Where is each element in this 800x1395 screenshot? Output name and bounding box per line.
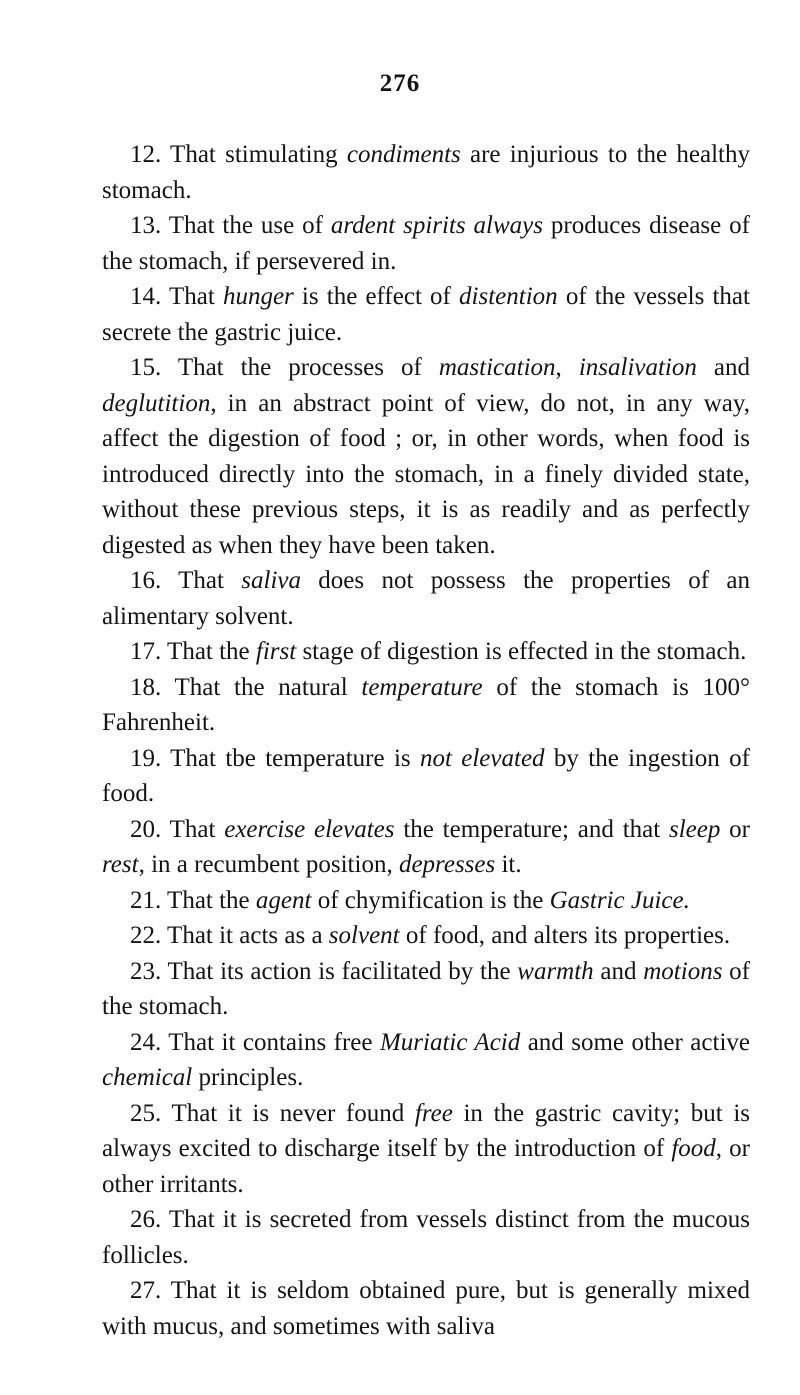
paragraph-12 xyxy=(102,137,750,208)
text-run: 22. That it acts as a xyxy=(130,922,329,949)
italic-text: solvent xyxy=(328,922,400,949)
text-run: 17. That the xyxy=(130,638,256,665)
text-run: , xyxy=(555,354,579,381)
text-run: it. xyxy=(495,851,522,878)
italic-text: food xyxy=(671,1135,716,1162)
text-run: 23. That its action is facilitated by the xyxy=(130,957,518,985)
text-run: 18. That the natural xyxy=(130,673,362,701)
text-run: produces disease of the stomach, if persevered in. xyxy=(102,212,750,275)
text-run: of chymification is the xyxy=(311,886,550,914)
italic-text: sleep xyxy=(669,815,721,843)
italic-text: depresses xyxy=(398,851,496,878)
paragraph-13 xyxy=(102,208,750,279)
text-run: 13. That the use of xyxy=(130,212,331,239)
text-run: or xyxy=(720,815,751,843)
text-run: and xyxy=(696,354,751,381)
text-run: 26. That it is secreted from vessels distinct from the mucous follicles. xyxy=(102,1206,750,1269)
text-run: does not possess the properties of an alimentary solvent. xyxy=(102,567,750,630)
text-run: 12. That stimulating xyxy=(130,141,347,168)
italic-text: motions xyxy=(643,957,723,985)
italic-text: saliva xyxy=(241,567,301,594)
italic-text: condiments xyxy=(346,141,461,168)
text-run: stage of digestion is effected in the stomach. xyxy=(296,638,747,665)
paragraph-17 xyxy=(102,634,750,670)
italic-text: mastication xyxy=(438,354,556,381)
page-number: 276 xyxy=(379,70,421,97)
italic-text: chemical xyxy=(102,1064,193,1091)
italic-text: deglutition xyxy=(102,389,211,417)
text-run: 19. That tbe temperature is xyxy=(130,744,420,772)
text-run: , or other irritants. xyxy=(102,1135,750,1198)
body-text xyxy=(102,137,750,1344)
text-run: and xyxy=(593,957,644,985)
text-run: 16. That xyxy=(130,567,242,594)
italic-text: free xyxy=(414,1099,453,1127)
paragraph-25 xyxy=(102,1096,750,1203)
text-run: of the vessels that secrete the gastric juice. xyxy=(102,283,750,346)
text-run: the temperature; and that xyxy=(394,815,669,843)
text-run: and some other active xyxy=(520,1028,750,1056)
italic-text: Muriatic Acid xyxy=(379,1028,521,1056)
italic-text: agent xyxy=(255,886,312,914)
italic-text: hunger xyxy=(222,283,294,310)
italic-text: insalivation xyxy=(578,354,697,381)
italic-text: warmth xyxy=(517,957,594,985)
text-run: , in an abstract point of view, do not, in any way, affect the digestion of food ; or, in other words, when food is introduced directly into the stomach, in a finely divided state, without these previous steps, it is as readily and as perfectly digested as when they have been taken. xyxy=(102,389,750,559)
italic-text: Gastric Juice. xyxy=(549,886,690,914)
text-run: 27. That it is seldom obtained pure, but is generally mixed with mucus, and sometimes with saliva xyxy=(102,1277,750,1340)
paragraph-27 xyxy=(102,1273,750,1344)
paragraph-14 xyxy=(102,279,750,350)
text-run: in the gastric cavity; but is always excited to discharge itself by the introduction of xyxy=(102,1099,750,1162)
paragraph-15 xyxy=(102,350,750,563)
paragraph-19 xyxy=(102,741,750,812)
text-run: by the ingestion of food. xyxy=(102,744,750,807)
italic-text: ardent spirits always xyxy=(330,212,543,239)
text-run: 21. That the xyxy=(130,886,256,914)
text-run: 25. That it is never found xyxy=(130,1099,415,1127)
text-run: , in a recumbent position, xyxy=(138,851,399,878)
text-run: 15. That the processes of xyxy=(130,354,439,381)
italic-text: temperature xyxy=(361,673,483,701)
text-run: 14. That xyxy=(130,283,223,310)
text-run: of food, and alters its properties. xyxy=(399,922,731,949)
italic-text: rest xyxy=(102,851,139,878)
paragraph-20 xyxy=(102,812,750,883)
paragraph-18 xyxy=(102,670,750,741)
text-run: 20. That xyxy=(130,815,225,843)
paragraph-22 xyxy=(102,918,750,954)
paragraph-21 xyxy=(102,883,750,919)
italic-text: first xyxy=(255,638,297,665)
text-run: principles. xyxy=(192,1064,304,1091)
paragraph-16 xyxy=(102,563,750,634)
text-run: are injurious to the healthy stomach. xyxy=(102,141,750,204)
text-run: is the effect of xyxy=(293,283,460,310)
paragraph-23 xyxy=(102,954,750,1025)
italic-text: exercise elevates xyxy=(224,815,395,843)
paragraph-24 xyxy=(102,1025,750,1096)
paragraph-26 xyxy=(102,1202,750,1273)
text-run: of the stomach. xyxy=(102,957,750,1020)
text-run: 24. That it contains free xyxy=(130,1028,380,1056)
text-run: of the stomach is 100° Fahrenheit. xyxy=(102,673,751,736)
italic-text: not elevated xyxy=(419,744,545,772)
italic-text: distention xyxy=(459,283,558,310)
